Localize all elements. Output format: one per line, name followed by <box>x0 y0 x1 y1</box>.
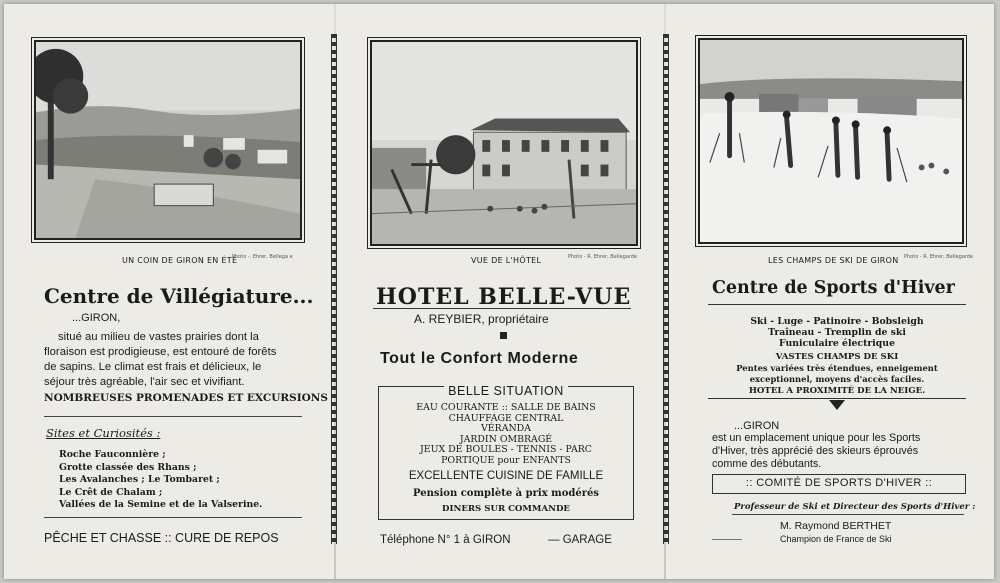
comfort-headline: Tout le Confort Moderne <box>380 350 579 367</box>
amenity-item: JARDIN OMBRAGÉ <box>459 433 553 445</box>
description-line: séjour très agréable, l'air sec et vivifiant. <box>44 376 245 388</box>
square-ornament <box>500 332 507 339</box>
sport-item: Traîneau - Tremplin de ski <box>768 327 906 338</box>
rule <box>708 304 966 305</box>
sports-title: Centre de Sports d'Hiver <box>712 278 955 298</box>
middle-panel <box>338 4 662 579</box>
description-line: d'Hiver, très apprécié des skieurs éprouvés <box>712 445 919 457</box>
amenity-item: EAU COURANTE :: SALLE DE BAINS <box>416 402 596 413</box>
winter-description <box>712 432 968 471</box>
giron-label: ...GIRON <box>734 420 780 432</box>
amenity-item: CHAUFFAGE CENTRAL <box>448 412 564 424</box>
left-panel <box>4 4 329 579</box>
hotel-proximite: HOTEL A PROXIMITÉ DE LA NEIGE. <box>748 386 926 396</box>
owner: A. REYBIER, propriétaire <box>414 312 549 326</box>
comite: :: COMITÉ DE SPORTS D'HIVER :: <box>745 477 933 489</box>
left-footer: PÊCHE ET CHASSE :: CURE DE REPOS <box>44 531 279 545</box>
rule <box>373 308 631 309</box>
amenity-item: JEUX DE BOULES - TENNIS - PARC <box>420 444 592 456</box>
phone: Téléphone N° 1 à GIRON <box>380 534 511 546</box>
rule <box>732 514 964 515</box>
signature-mark <box>712 539 742 540</box>
champs-ski: VASTES CHAMPS DE SKI <box>775 352 899 362</box>
hotel-photo <box>370 40 638 246</box>
description-line: comme des débutants. <box>712 458 822 470</box>
promenades: NOMBREUSES PROMENADES ET EXCURSIONS <box>44 392 328 404</box>
photo-caption: VUE DE L'HÔTEL <box>471 256 542 265</box>
cuisine: EXCELLENTE CUISINE DE FAMILLE <box>408 470 604 482</box>
site-item: Le Crêt de Chalam ; <box>59 486 163 498</box>
hotel-name: HOTEL BELLE-VUE <box>376 284 632 310</box>
rule <box>44 416 302 417</box>
right-panel <box>672 4 992 579</box>
instructor-name: M. Raymond BERTHET <box>780 520 892 532</box>
villegiature-title: Centre de Villégiature... <box>44 284 314 308</box>
dotted-divider <box>663 34 669 544</box>
pentes <box>708 363 966 384</box>
ski-photo <box>698 38 964 244</box>
pentes-line: Pentes variées très étendues, enneigement <box>736 363 938 373</box>
sites-list <box>59 449 262 512</box>
brochure-sheet <box>4 4 994 579</box>
belle-situation-label: BELLE SITUATION <box>444 384 568 398</box>
description-line: situé au milieu de vastes prairies dont la <box>58 331 259 343</box>
photo-caption: LES CHAMPS DE SKI DE GIRON <box>768 256 899 265</box>
description-line: de sapins. Le climat est frais et délicieux, le <box>44 361 262 373</box>
giron-label: ...GIRON, <box>72 312 121 324</box>
garage: — GARAGE <box>548 534 612 546</box>
pension: Pension complète à prix modérés <box>412 488 600 499</box>
amenity-item: PORTIQUE pour ENFANTS <box>441 454 571 466</box>
site-item: Grotte classée des Rhans ; <box>59 461 197 473</box>
champion-title: Champion de France de Ski <box>780 534 892 544</box>
site-item: Vallées de la Semine et de la Valserine. <box>59 499 263 510</box>
description-line: est un emplacement unique pour les Sports <box>712 432 921 444</box>
amenity-item: VÉRANDA <box>481 423 531 435</box>
sport-item: Ski - Luge - Patinoire - Bobsleigh <box>750 316 924 327</box>
sport-item: Funiculaire électrique <box>779 338 895 349</box>
sites-title: Sites et Curiosités : <box>46 426 161 440</box>
site-item: Roche Fauconnière ; <box>59 449 166 460</box>
sports-list <box>708 316 966 349</box>
village-photo <box>34 40 302 240</box>
amenities-list <box>378 403 634 467</box>
site-item: Les Avalanches ; Le Tombaret ; <box>59 474 220 485</box>
prof-title: Professeur de Ski et Directeur des Sports d'Hiver : <box>734 502 976 512</box>
photo-credit: Photo - R. Ehrer, Bellegarde <box>904 254 974 260</box>
diners: DINERS SUR COMMANDE <box>442 504 570 514</box>
dotted-divider <box>331 34 337 544</box>
pentes-line: exceptionnel, moyens d'accès faciles. <box>749 373 925 384</box>
triangle-ornament <box>829 400 845 410</box>
photo-credit: Photo - R. Ehrer, Bellegarde <box>568 254 638 260</box>
photo-credit: Photo -. Ehrer, Bellega e <box>232 254 293 260</box>
belle-situation <box>378 384 634 398</box>
photo-caption: UN COIN DE GIRON EN ÉTÉ <box>122 256 238 265</box>
description-line: floraison est prodigieuse, est entouré de forêts <box>44 346 277 358</box>
rule <box>708 398 966 399</box>
rule <box>44 517 302 518</box>
description <box>44 330 304 390</box>
